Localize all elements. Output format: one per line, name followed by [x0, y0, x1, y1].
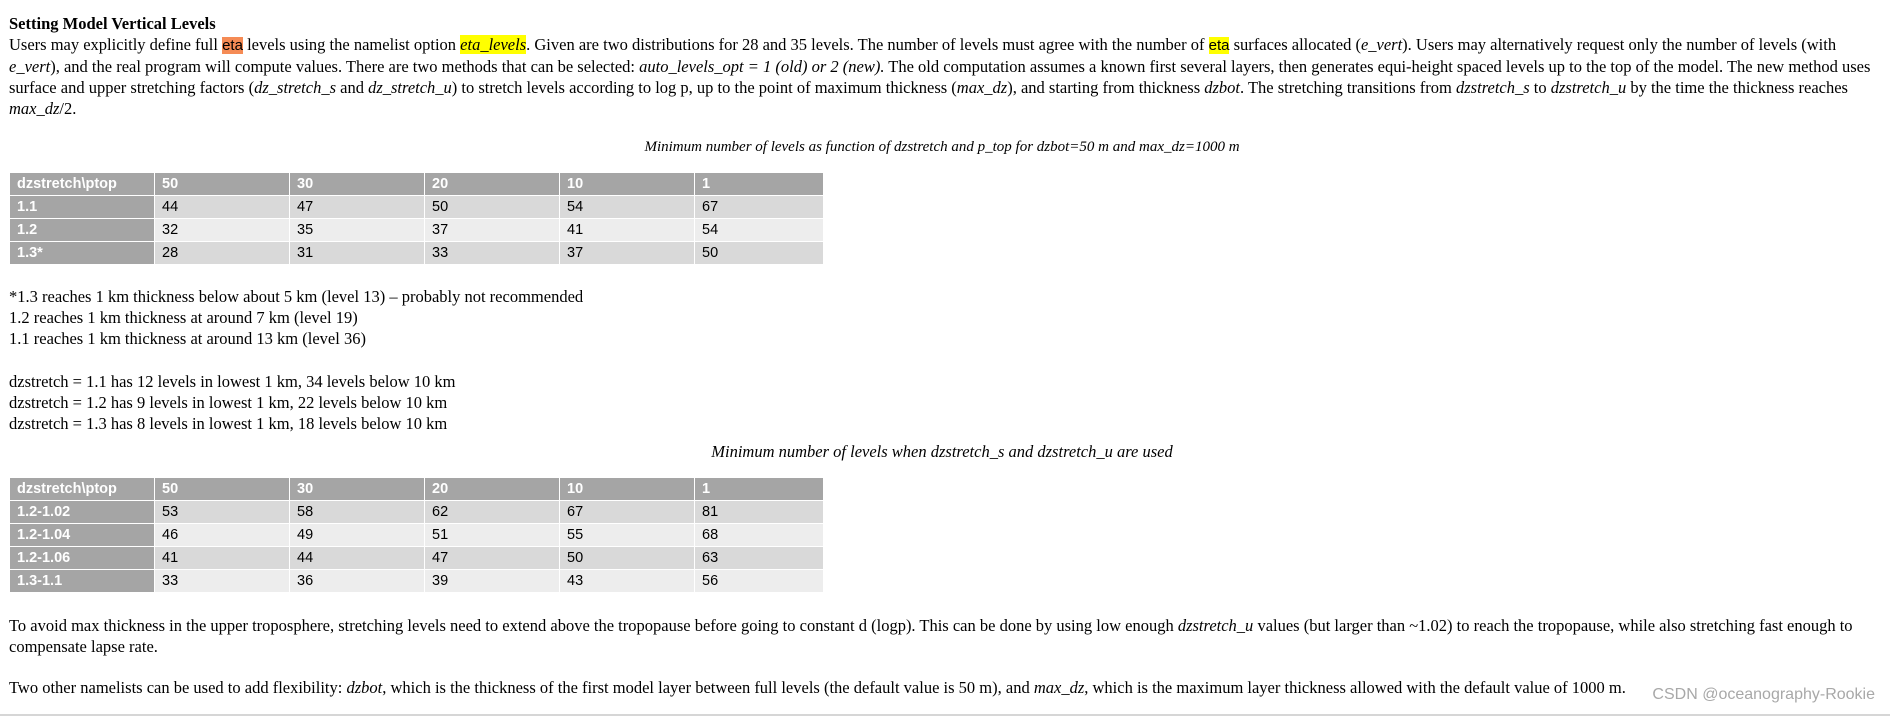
table2-caption: Minimum number of levels when dzstretch_s and dzstretch_u are used: [711, 442, 1173, 461]
table-row: [10, 547, 824, 570]
intro-text: . Given are two distributions for 28 and 35 levels. The number of levels must agree with the number of: [526, 35, 1209, 54]
table-cell: 54: [560, 196, 695, 219]
code-term: auto_levels_opt = 1 (old) or 2 (new).: [639, 57, 885, 76]
table-row: [10, 501, 824, 524]
intro-text: surfaces allocated (: [1229, 35, 1361, 54]
notes-thickness: [9, 286, 583, 349]
table-cell: 55: [560, 524, 695, 547]
table-cell: 43: [560, 570, 695, 593]
code-term: e_vert: [1360, 35, 1403, 54]
notes-levels: [9, 371, 455, 434]
table-header-cell: 10: [560, 478, 695, 501]
table-cell: 47: [290, 196, 425, 219]
table-cell: 35: [290, 219, 425, 242]
note-line: dzstretch = 1.2 has 9 levels in lowest 1 km, 22 levels below 10 km: [9, 393, 448, 412]
table-cell: 67: [695, 196, 824, 219]
search-highlight-eta-levels: eta_levels: [460, 35, 527, 54]
row-header-cell: 1.2-1.06: [10, 547, 155, 570]
table-header-cell: 20: [425, 478, 560, 501]
table-cell: 67: [560, 501, 695, 524]
note-line: 1.2 reaches 1 km thickness at around 7 km (level 19): [9, 308, 358, 327]
code-term: e_vert: [9, 57, 51, 76]
code-term: dzstretch_u: [1550, 78, 1627, 97]
intro-text: ), and starting from thickness: [1007, 78, 1205, 97]
table-header-cell: 10: [560, 173, 695, 196]
code-term: dzstretch_u: [1177, 616, 1254, 635]
table-cell: 47: [425, 547, 560, 570]
table-cell: 39: [425, 570, 560, 593]
table-header-cell: 50: [155, 478, 290, 501]
table-cell: 68: [695, 524, 824, 547]
table-cell: 49: [290, 524, 425, 547]
note-line: 1.1 reaches 1 km thickness at around 13 km (level 36): [9, 329, 366, 348]
note-line: dzstretch = 1.3 has 8 levels in lowest 1 km, 18 levels below 10 km: [9, 414, 448, 433]
table-cell: 54: [695, 219, 824, 242]
closing-paragraph-tropopause: [9, 615, 1875, 657]
closing-paragraph-namelists: [9, 677, 1875, 698]
table-cell: 63: [695, 547, 824, 570]
closing-text: , which is the thickness of the first model layer between full levels (the default value is 50 m), and: [382, 678, 1034, 697]
table-cell: 53: [155, 501, 290, 524]
table-header-cell: dzstretch\ptop: [10, 478, 155, 501]
intro-text: by the time the thickness reaches: [1626, 78, 1848, 97]
table-cell: 32: [155, 219, 290, 242]
table-cell: 44: [155, 196, 290, 219]
table-cell: 56: [695, 570, 824, 593]
intro-text: to: [1529, 78, 1551, 97]
intro-text: and: [336, 78, 369, 97]
closing-text: values (but larger than ~1.02) to reach the tropopause, while also stretching fast enough to compensate lapse rate.: [9, 616, 1853, 656]
table1-caption: Minimum number of levels as function of dzstretch and p_top for dzbot=50 m and max_dz=1000 m: [644, 139, 1240, 155]
table-row: [10, 242, 824, 265]
code-term: max_dz: [956, 78, 1008, 97]
bottom-divider: [0, 714, 1890, 716]
table-row: [10, 524, 824, 547]
table-header-cell: 30: [290, 478, 425, 501]
table-header-row: [10, 478, 824, 501]
table-cell: 58: [290, 501, 425, 524]
table-cell: 81: [695, 501, 824, 524]
table-cell: 62: [425, 501, 560, 524]
search-highlight-eta: eta: [1208, 37, 1230, 54]
intro-text: The old computation assumes a known first several layers, then generates equi-height spaced levels up to the top of the model. The new method uses surface and upper stretching factors (: [9, 57, 1871, 97]
row-header-cell: 1.2-1.04: [10, 524, 155, 547]
table-cell: 37: [425, 219, 560, 242]
intro-paragraph: [9, 34, 1875, 119]
table-cell: 37: [560, 242, 695, 265]
table-row: [10, 570, 824, 593]
table-header-cell: 30: [290, 173, 425, 196]
table-header-cell: dzstretch\ptop: [10, 173, 155, 196]
table-cell: 33: [155, 570, 290, 593]
code-term: dz_stretch_s: [254, 78, 336, 97]
section-title: Setting Model Vertical Levels: [9, 14, 216, 33]
table-cell: 50: [425, 196, 560, 219]
closing-text: Two other namelists can be used to add flexibility:: [9, 678, 347, 697]
row-header-cell: 1.2-1.02: [10, 501, 155, 524]
table-cell: 44: [290, 547, 425, 570]
table-header-cell: 1: [695, 478, 824, 501]
table-cell: 31: [290, 242, 425, 265]
table-cell: 41: [560, 219, 695, 242]
csdn-watermark: CSDN @oceanography-Rookie: [1652, 686, 1875, 703]
intro-text: ), and the real program will compute values. There are two methods that can be selected:: [50, 57, 640, 76]
intro-text: Users may explicitly define full: [9, 35, 223, 54]
code-term: dz_stretch_u: [368, 78, 452, 97]
table-cell: 46: [155, 524, 290, 547]
search-highlight-eta: eta: [222, 37, 243, 54]
code-term: dzbot: [346, 678, 383, 697]
table-cell: 28: [155, 242, 290, 265]
intro-text: levels using the namelist option: [242, 35, 461, 54]
table-cell: 41: [155, 547, 290, 570]
code-term: dzstretch_s: [1456, 78, 1530, 97]
table-row: [10, 219, 824, 242]
intro-text: ). Users may alternatively request only the number of levels (with: [1402, 35, 1837, 54]
intro-text: /2.: [59, 99, 77, 118]
table-header-row: [10, 173, 824, 196]
row-header-cell: 1.3-1.1: [10, 570, 155, 593]
levels-table-dzstretch-su: [9, 477, 824, 593]
intro-text: ) to stretch levels according to log p, up to the point of maximum thickness (: [451, 78, 957, 97]
table-cell: 50: [695, 242, 824, 265]
levels-table-dzstretch: [9, 172, 824, 265]
closing-text: , which is the maximum layer thickness allowed with the default value of 1000 m.: [1084, 678, 1626, 697]
note-line: *1.3 reaches 1 km thickness below about 5 km (level 13) – probably not recommended: [9, 287, 584, 306]
table-header-cell: 20: [425, 173, 560, 196]
code-term: dzbot: [1204, 78, 1241, 97]
row-header-cell: 1.1: [10, 196, 155, 219]
note-line: dzstretch = 1.1 has 12 levels in lowest 1 km, 34 levels below 10 km: [9, 372, 456, 391]
row-header-cell: 1.3*: [10, 242, 155, 265]
table-header-cell: 1: [695, 173, 824, 196]
table-cell: 36: [290, 570, 425, 593]
table-cell: 33: [425, 242, 560, 265]
closing-text: To avoid max thickness in the upper troposphere, stretching levels need to extend above the tropopause before going to constant d (logp). This can be done by using low enough: [9, 616, 1178, 635]
code-term: max_dz: [1033, 678, 1085, 697]
table-cell: 50: [560, 547, 695, 570]
table-cell: 51: [425, 524, 560, 547]
code-term: max_dz: [9, 99, 60, 118]
row-header-cell: 1.2: [10, 219, 155, 242]
table-row: [10, 196, 824, 219]
intro-text: . The stretching transitions from: [1240, 78, 1457, 97]
table-header-cell: 50: [155, 173, 290, 196]
